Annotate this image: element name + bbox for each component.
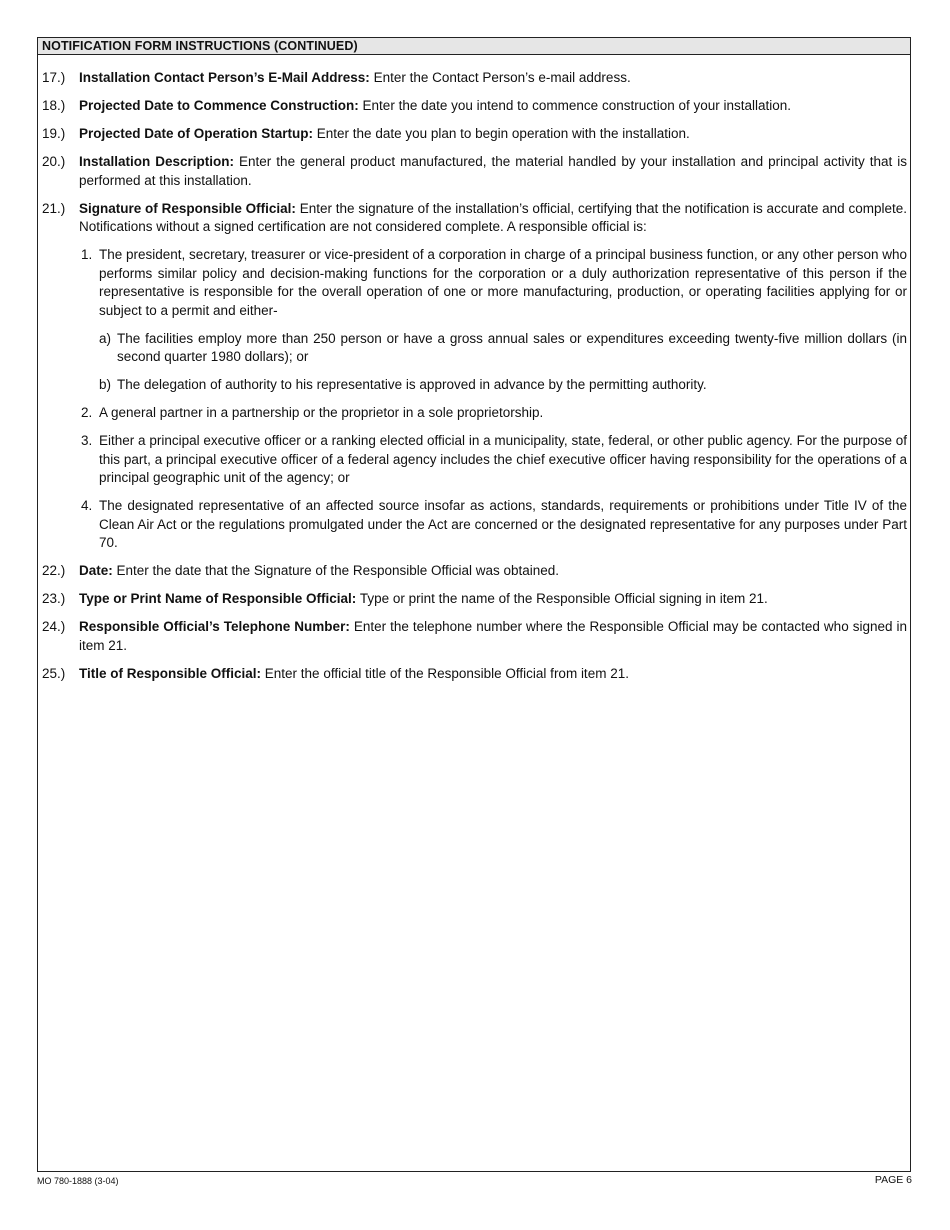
item-text: Enter the general product manufactured, the material handled by your installation and principal activity that is performed at this installation. <box>79 154 907 188</box>
item-label: Installation Description: <box>79 154 235 169</box>
option-number: 4. <box>81 498 93 513</box>
item-label: Responsible Official’s Telephone Number: <box>79 619 350 634</box>
instruction-item-21 <box>38 200 910 553</box>
item-number: 19.) <box>42 126 66 141</box>
option-text: A general partner in a partnership or the proprietor in a sole proprietorship. <box>99 405 544 420</box>
item-text: Enter the date you plan to begin operation with the installation. <box>313 126 690 141</box>
option-number: 3. <box>81 433 93 448</box>
item-label: Projected Date of Operation Startup: <box>79 126 314 141</box>
item-number: 21.) <box>42 200 66 216</box>
option-text: The president, secretary, treasurer or vice-president of a corporation in charge of a principal business function, or any other person who performs similar policy and decision-making functions for the corporation or a duly authorization representative of this person if the representative is responsible for the overall operation of one or more manufacturing, production, or operating facilities applying for or subject to a permit and either- <box>99 247 907 318</box>
item-text: Enter the signature of the installation’s official, certifying that the notification is accurate and complete. Notifications without a signed certification are not considered complete. A responsible official is: <box>79 200 907 234</box>
section-header: NOTIFICATION FORM INSTRUCTIONS (CONTINUED) <box>38 38 910 55</box>
item-number: 20.) <box>42 154 66 169</box>
option-number: 2. <box>81 405 93 420</box>
instructions-list <box>38 69 910 693</box>
instruction-item-24 <box>38 618 910 655</box>
condition-text: The facilities employ more than 250 person or have a gross annual sales or expenditures exceeding twenty-five million dollars (in second quarter 1980 dollars); or <box>117 330 907 364</box>
instructions-frame <box>37 37 911 1172</box>
item-number: 23.) <box>42 591 66 606</box>
item-label: Installation Contact Person’s E-Mail Address: <box>79 70 370 85</box>
instruction-item-18 <box>38 97 910 116</box>
item-number: 22.) <box>42 563 66 578</box>
item-label: Title of Responsible Official: <box>79 665 262 681</box>
item-text: Type or print the name of the Responsible Official signing in item 21. <box>356 591 768 606</box>
item-label: Type or Print Name of Responsible Official: <box>79 591 357 606</box>
item-text: Enter the telephone number where the Responsible Official may be contacted who signed in item 21. <box>79 619 908 653</box>
form-number: MO 780-1888 (3-04) <box>37 1176 119 1186</box>
option-text: The designated representative of an affected source insofar as actions, standards, requirements or prohibitions under Title IV of the Clean Air Act or the regulations promulgated under the Act are concerned or the designated representative for any purposes under Part 70. <box>99 498 907 550</box>
item-label: Projected Date to Commence Construction: <box>79 98 359 113</box>
item-label: Date: <box>79 563 113 578</box>
item-number: 24.) <box>42 619 66 634</box>
item-number: 25.) <box>42 665 66 681</box>
condition-text: The delegation of authority to his representative is approved in advance by the permitting authority. <box>117 377 707 392</box>
page-number: PAGE 6 <box>874 1174 912 1186</box>
instruction-item-25 <box>38 665 910 684</box>
responsible-official-option-3 <box>79 432 907 488</box>
instruction-item-22 <box>38 562 910 581</box>
instruction-item-19 <box>38 125 910 144</box>
item-text: Enter the date that the Signature of the Responsible Official was obtained. <box>112 563 560 578</box>
responsible-official-option-2 <box>79 404 907 423</box>
option-1-condition-b <box>99 376 907 395</box>
item-number: 17.) <box>42 70 66 85</box>
instruction-item-20 <box>38 153 910 190</box>
item-text: Enter the date you intend to commence construction of your installation. <box>358 98 792 113</box>
option-number: 1. <box>81 247 93 262</box>
item-text: Enter the official title of the Responsible Official from item 21. <box>261 665 629 681</box>
condition-letter: a) <box>99 330 112 346</box>
instruction-item-23 <box>38 590 910 609</box>
condition-letter: b) <box>99 377 112 392</box>
item-number: 18.) <box>42 98 66 113</box>
option-1-condition-a <box>99 330 907 367</box>
option-text: Either a principal executive officer or a ranking elected official in a municipality, state, federal, or other public agency. For the purpose of this part, a principal executive officer of a federal agency includes the chief executive officer having responsibility for the operations of a principal geographic unit of the agency; or <box>99 433 907 485</box>
item-label: Signature of Responsible Official: <box>79 200 296 216</box>
responsible-official-option-4 <box>79 497 907 553</box>
item-text: Enter the Contact Person’s e-mail address. <box>369 70 631 85</box>
instruction-item-17 <box>38 69 910 88</box>
responsible-official-option-1 <box>79 246 907 395</box>
